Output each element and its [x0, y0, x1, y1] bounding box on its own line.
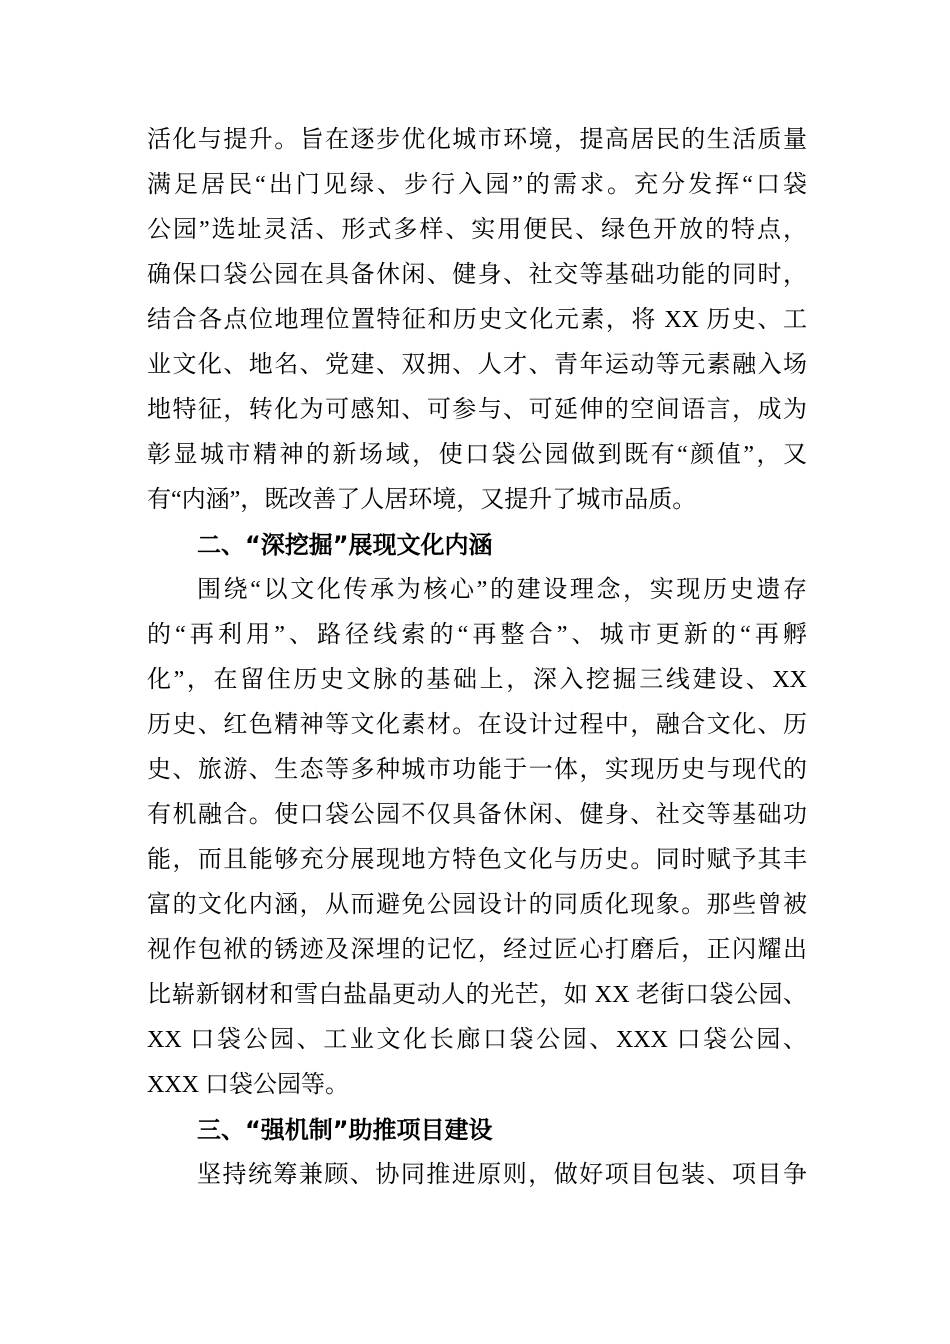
text-line: 有机融合。使口袋公园不仅具备休闲、健身、社交等基础功 [147, 802, 807, 828]
text-line: 化”，在留住历史文脉的基础上，深入挖掘三线建设、XX [147, 667, 807, 693]
text-line: 史、旅游、生态等多种城市功能于一体，实现历史与现代的 [147, 757, 807, 783]
paragraph-park-upgrade [147, 118, 807, 523]
text-line: 业文化、地名、党建、双拥、人才、青年运动等元素融入场 [147, 352, 807, 378]
text-line: 富的文化内涵，从而避免公园设计的同质化现象。那些曾被 [147, 892, 807, 918]
text-line: 有“内涵”，既改善了人居环境，又提升了城市品质。 [147, 487, 697, 513]
text-line: 能，而且能够充分展现地方特色文化与历史。同时赋予其丰 [147, 847, 807, 873]
text-line: 结合各点位地理位置特征和历史文化元素，将 XX 历史、工 [147, 307, 807, 333]
text-line: 确保口袋公园在具备休闲、健身、社交等基础功能的同时， [147, 262, 807, 288]
text-line: XXX 口袋公园等。 [147, 1072, 349, 1098]
section-heading-culture: 二、“深挖掘”展现文化内涵 [197, 531, 493, 559]
text-line: 视作包袱的锈迹及深埋的记忆，经过匠心打磨后，正闪耀出 [147, 937, 807, 963]
text-line: 活化与提升。旨在逐步优化城市环境，提高居民的生活质量 [147, 127, 807, 153]
text-line: 公园”选址灵活、形式多样、实用便民、绿色开放的特点， [147, 217, 807, 243]
text-line: 历史、红色精神等文化素材。在设计过程中，融合文化、历 [147, 712, 807, 738]
text-line: XX 口袋公园、工业文化长廊口袋公园、XXX 口袋公园、 [147, 1027, 807, 1053]
paragraph-mechanism [147, 1153, 807, 1198]
text-line: 彰显城市精神的新场域，使口袋公园做到既有“颜值”，又 [147, 442, 807, 468]
document-body [147, 118, 807, 1198]
text-line: 坚持统筹兼顾、协同推进原则，做好项目包装、项目争 [197, 1162, 807, 1188]
text-line: 的“再利用”、路径线索的“再整合”、城市更新的“再孵 [147, 622, 807, 648]
section-heading-mechanism: 三、“强机制”助推项目建设 [197, 1116, 493, 1144]
text-line: 比崭新钢材和雪白盐晶更动人的光芒，如 XX 老街口袋公园、 [147, 982, 807, 1008]
text-line: 地特征，转化为可感知、可参与、可延伸的空间语言，成为 [147, 397, 807, 423]
text-line: 满足居民“出门见绿、步行入园”的需求。充分发挥“口袋 [147, 172, 807, 198]
text-line: 围绕“以文化传承为核心”的建设理念，实现历史遗存 [197, 577, 807, 603]
paragraph-culture [147, 568, 807, 1108]
